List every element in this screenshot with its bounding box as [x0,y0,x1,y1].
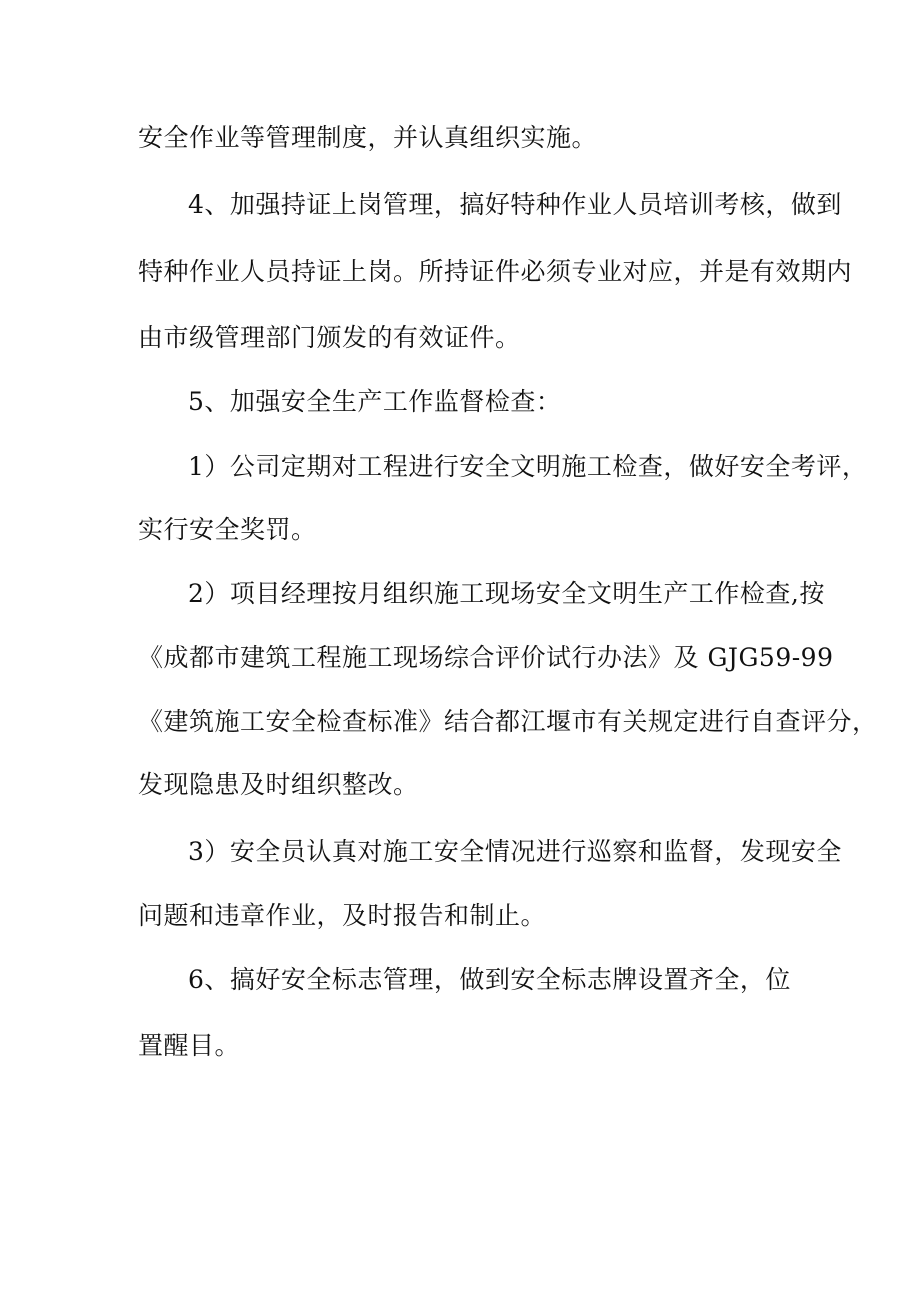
paragraph-line: 6、搞好安全标志管理，做到安全标志牌设置齐全，位 [188,965,791,994]
paragraph-line: 特种作业人员持证上岗。所持证件必须专业对应，并是有效期内 [138,257,853,286]
paragraph-line: 5、加强安全生产工作监督检查： [188,387,562,416]
paragraph-line: 4、加强持证上岗管理，搞好特种作业人员培训考核，做到 [188,190,842,219]
paragraph-line: 《建筑施工安全检查标准》结合都江堰市有关规定进行自查评分， [138,707,878,736]
paragraph-line: 《成都市建筑工程施工现场综合评价试行办法》及 GJG59-99 [138,643,834,672]
paragraph-line: 2）项目经理按月组织施工现场安全文明生产工作检查,按 [188,579,825,608]
paragraph-line: 由市级管理部门颁发的有效证件。 [138,323,521,352]
paragraph-line: 发现隐患及时组织整改。 [138,770,419,799]
paragraph-line: 3）安全员认真对施工安全情况进行巡察和监督，发现安全 [188,837,842,866]
paragraph-line: 1）公司定期对工程进行安全文明施工检查，做好安全考评， [188,452,868,481]
paragraph-line: 问题和违章作业，及时报告和制止。 [138,901,547,930]
paragraph-line: 置醒目。 [138,1031,241,1060]
paragraph-line: 实行安全奖罚。 [138,515,317,544]
paragraph-line: 安全作业等管理制度，并认真组织实施。 [138,123,598,152]
